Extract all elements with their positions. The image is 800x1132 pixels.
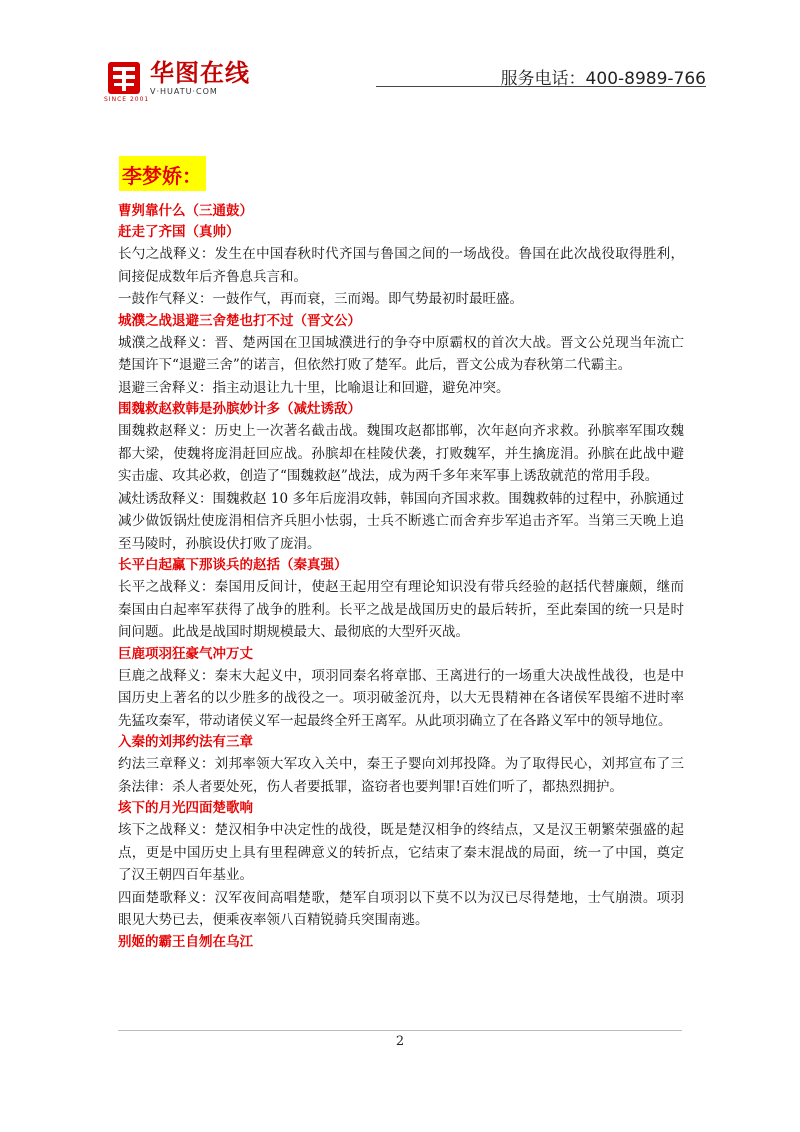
paragraph: 退避三舍释义：指主动退让九十里，比喻退让和回避，避免冲突。: [118, 379, 510, 396]
huatu-logo: [104, 58, 250, 98]
footer-divider: [118, 1030, 682, 1031]
section-list: [118, 201, 684, 953]
section-heading: 巨鹿项羽狂豪气冲万丈: [118, 645, 253, 662]
page-number: 2: [395, 1034, 405, 1049]
paragraph: 垓下之战释义：楚汉相争中决定性的战役，既是楚汉相争的终结点，又是汉王朝繁荣强盛的起点，更是中国历史上具有里程碑意义的转折点，它结束了秦末混战的局面，统一了中国，奠定了汉王朝四百年基业。: [118, 822, 684, 883]
paragraph: 减灶诱敌释义：围魏救赵 10 多年后庞涓攻韩，韩国向齐国求救。围魏救韩的过程中，孙膑通过减少做饭锅灶使庞涓相信齐兵胆小怯弱，士兵不断逃亡而舍弃步军追击齐军。当第三天晚上追至马陵时，孙膑设伏打败了庞涓。: [118, 490, 684, 552]
section-heading: 赶走了齐国（真帅）: [118, 224, 240, 240]
page-header: [104, 52, 706, 103]
section-heading: 曹刿靠什么（三通鼓）: [118, 203, 253, 219]
paragraph: 巨鹿之战释义：秦末大起义中，项羽同秦名将章邯、王离进行的一场重大决战性战役，也是中国历史上著名的以少胜多的战役之一。项羽破釜沉舟，以大无畏精神在各诸侯军畏缩不进时率先猛攻秦军，带动诸侯义军一起最终全歼王离军。从此项羽确立了在各路义军中的领导地位。: [118, 667, 684, 729]
author-tag: 李梦娇：: [119, 156, 206, 191]
logo-since: SINCE 2001: [104, 96, 150, 103]
huatu-logo-icon: [104, 58, 144, 98]
logo-url: V·HUATU·COM: [150, 87, 218, 96]
paragraph: 一鼓作气释义：一鼓作气，再而衰，三而竭。即气势最初时最旺盛。: [118, 291, 523, 307]
section-heading: 城濮之战退避三舍楚也打不过（晋文公）: [118, 312, 361, 329]
paragraph: 城濮之战释义：晋、楚两国在卫国城濮进行的争夺中原霸权的首次大战。晋文公兑现当年流亡楚国许下“退避三舍”的诺言，但依然打败了楚军。此后，晋文公成为春秋第二代霸主。: [118, 334, 684, 373]
paragraph: 约法三章释义：刘邦率领大军攻入关中，秦王子婴向刘邦投降。为了取得民心，刘邦宣布了三条法律：杀人者要处死，伤人者要抵罪，盗窃者也要判罪!百姓们听了，都热烈拥护。: [118, 756, 684, 795]
paragraph: 围魏救赵释义：历史上一次著名截击战。魏围攻赵都邯郸，次年赵向齐求救。孙膑率军围攻魏都大梁，使魏将庞涓赶回应战。孙膑却在桂陵伏袭，打败魏军，并生擒庞涓。孙膑在此战中避实击虚、攻其必救，创造了“围魏救赵”战法，成为两千多年来军事上诱敌就范的常用手段。: [118, 423, 684, 484]
paragraph: 长勺之战释义：发生在中国春秋时代齐国与鲁国之间的一场战役。鲁国在此次战役取得胜利，间接促成数年后齐鲁息兵言和。: [118, 246, 684, 285]
section-heading: 别姬的霸王自刎在乌江: [118, 933, 253, 950]
document-body: [118, 156, 684, 953]
logo-name: 华图在线: [150, 59, 250, 87]
section-heading: 垓下的月光四面楚歌响: [118, 800, 253, 816]
paragraph: 四面楚歌释义：汉军夜间高唱楚歌，楚军自项羽以下莫不以为汉已尽得楚地，士气崩溃。项羽眼见大势已去，便乘夜率领八百精锐骑兵突围南逃。: [118, 889, 684, 928]
section-heading: 入秦的刘邦约法有三章: [118, 734, 253, 750]
header-divider: [376, 86, 706, 87]
paragraph: 长平之战释义：秦国用反间计，使赵王起用空有理论知识没有带兵经验的赵括代替廉颇，继而秦国由白起率军获得了战争的胜利。长平之战是战国历史的最后转折，至此秦国的统一只是时间问题。此战是战国时期规模最大、最彻底的大型歼灭战。: [118, 579, 684, 640]
section-heading: 围魏救赵救韩是孙膑妙计多（减灶诱敌）: [118, 401, 361, 417]
service-phone: 服务电话：400-8989-766: [500, 69, 706, 89]
section-heading: 长平白起赢下那谈兵的赵括（秦真强）: [118, 557, 348, 573]
